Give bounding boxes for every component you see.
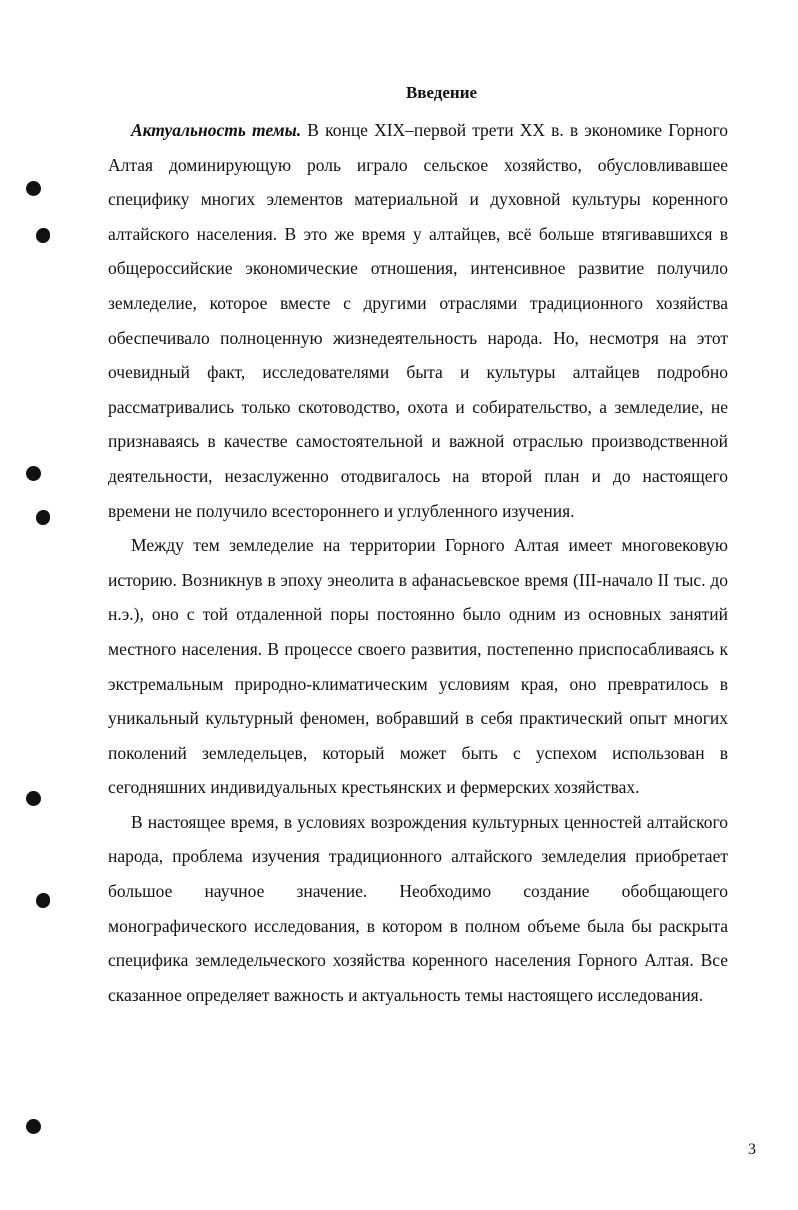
paragraph-text: В настоящее время, в условиях возрождения культурных ценностей алтайского народа, проблема изучения традиционного алтайского земледелия приобретает большое научное значение. Необходимо создание обобщающего монографического исследования, в котором в полном объеме была бы раскрыта специфика земледельческого хозяйства коренного населения Горного Алтая. Все сказанное определяет важность и актуальность темы настоящего исследования. (108, 811, 728, 1005)
page-title: Введение (405, 83, 478, 102)
punch-hole-torn (36, 893, 50, 908)
paragraph (108, 113, 728, 528)
paragraph (108, 528, 728, 805)
paragraph-text: Между тем земледелие на территории Горного Алтая имеет многовековую историю. Возникнув в эпоху энеолита в афанасьевское время (III-начало II тыс. до н.э.), оно с той отдаленной поры постоянно было одним из основных занятий местного населения. В процессе своего развития, постепенно приспосабливаясь к экстремальным природно-климатическим условиям края, оно превратилось в уникальный культурный феномен, вобравший в себя практический опыт многих поколений земледельцев, который может быть с успехом использован в сегодняшних индивидуальных крестьянских и фермерских хозяйствах. (108, 535, 728, 798)
punch-hole (26, 466, 41, 481)
punch-hole (26, 1119, 41, 1134)
punch-hole-torn (36, 510, 50, 525)
punch-hole-torn (36, 228, 50, 243)
paragraph-text: В конце XIX–первой трети XX в. в экономике Горного Алтая доминирующую роль играло сельское хозяйство, обусловливавшее специфику многих элементов материальной и духовной культуры коренного алтайского населения. В это же время у алтайцев, всё больше втягивавшихся в общероссийские экономические отношения, интенсивное развитие получило земледелие, которое вместе с другими отраслями традиционного хозяйства обеспечивало полноценную жизнедеятельность народа. Но, несмотря на этот очевидный факт, исследователями быта и культуры алтайцев подробно рассматривались только скотоводство, охота и собирательство, а земледелие, не признаваясь в качестве самостоятельной и важной отраслью производственной деятельности, незаслуженно отодвигалось на второй план и до настоящего времени не получило всестороннего и углубленного изучения. (108, 120, 728, 521)
paragraph (108, 805, 728, 1013)
punch-hole (26, 791, 41, 806)
punch-hole (26, 181, 41, 196)
paragraph-lead: Актуальность темы. (131, 120, 302, 140)
body-text (108, 113, 728, 1012)
page-number: 3 (748, 1141, 756, 1158)
